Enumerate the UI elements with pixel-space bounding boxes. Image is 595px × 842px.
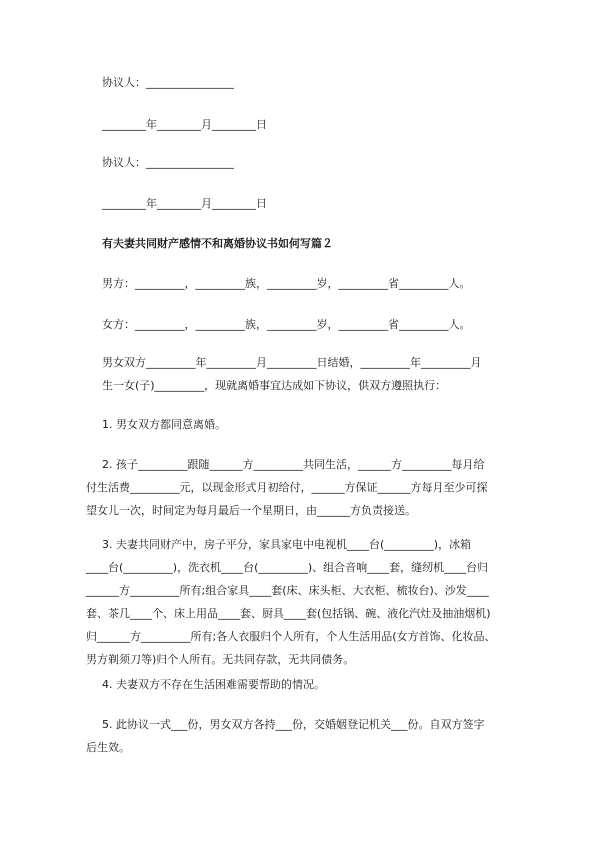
clause-3-line: 男方剃须刀等)归个人所有。无共同存款，无共同债务。 — [86, 653, 355, 666]
clause-3-line: ______方_________所有;组合家具____套(床、床头柜、大衣柜、梳妆台)、沙发____ — [86, 584, 489, 597]
clause-3-paragraph — [86, 538, 522, 676]
clause-2-line: 望女儿一次，时间定为每月最后一个星期日，由______方负责接送。 — [86, 504, 416, 517]
clause-3-line: ____台(_________)，洗衣机____台(_________)、组合音响____套，缝纫机____台归 — [86, 561, 489, 574]
signature-party-1: 协议人：________________ — [102, 76, 234, 89]
male-party-line: 男方：_________，_________族，_________岁，_________省_________人。 — [102, 277, 471, 290]
clause-4: 4. 夫妻双方不存在生活困难需要帮助的情况。 — [102, 678, 325, 691]
clause-5-line: 5. 此协议一式___份，男女双方各持___份，交婚姻登记机关___份。自双方签字 — [102, 718, 485, 731]
clause-3-line: 3. 夫妻共同财产中，房子平分，家具家电中电视机____台(_________)，冰箱 — [102, 538, 472, 551]
clause-2-line: 2. 孩子_________跟随______方_________共同生活，______方_________每月给 — [102, 458, 485, 471]
clause-2-line: 付生活费_________元，以现金形式月初给付，______方保证______方每月至少可探 — [86, 481, 488, 494]
intro-line: 男女双方_________年_________月_________日结婚，_________年_________月 — [102, 356, 482, 369]
intro-paragraph — [102, 356, 522, 402]
clause-5-paragraph — [86, 718, 522, 764]
signature-party-2: 协议人：________________ — [102, 156, 234, 169]
section-heading: 有夫妻共同财产感情不和离婚协议书如何写篇２ — [102, 237, 333, 250]
clause-1: 1. 男女双方都同意离婚。 — [102, 418, 226, 431]
signature-date-2: ________年________月________日 — [102, 197, 267, 210]
clause-5-line: 后生效。 — [86, 741, 130, 754]
clause-3-line: 归______方_________所有;各人衣服归个人所有，个人生活用品(女方首饰、化妆品、 — [86, 630, 496, 643]
signature-date-1: ________年________月________日 — [102, 118, 267, 131]
intro-line: 生一女(子)_________，现就离婚事宜达成如下协议，供双方遵照执行： — [102, 379, 447, 392]
clause-3-line: 套、茶几____个、床上用品____套、厨具____套(包括锅、碗、液化汽灶及抽油烟机) — [86, 607, 491, 620]
clause-2-paragraph — [86, 458, 522, 527]
female-party-line: 女方：_________，_________族，_________岁，_________省_________人。 — [102, 318, 471, 331]
